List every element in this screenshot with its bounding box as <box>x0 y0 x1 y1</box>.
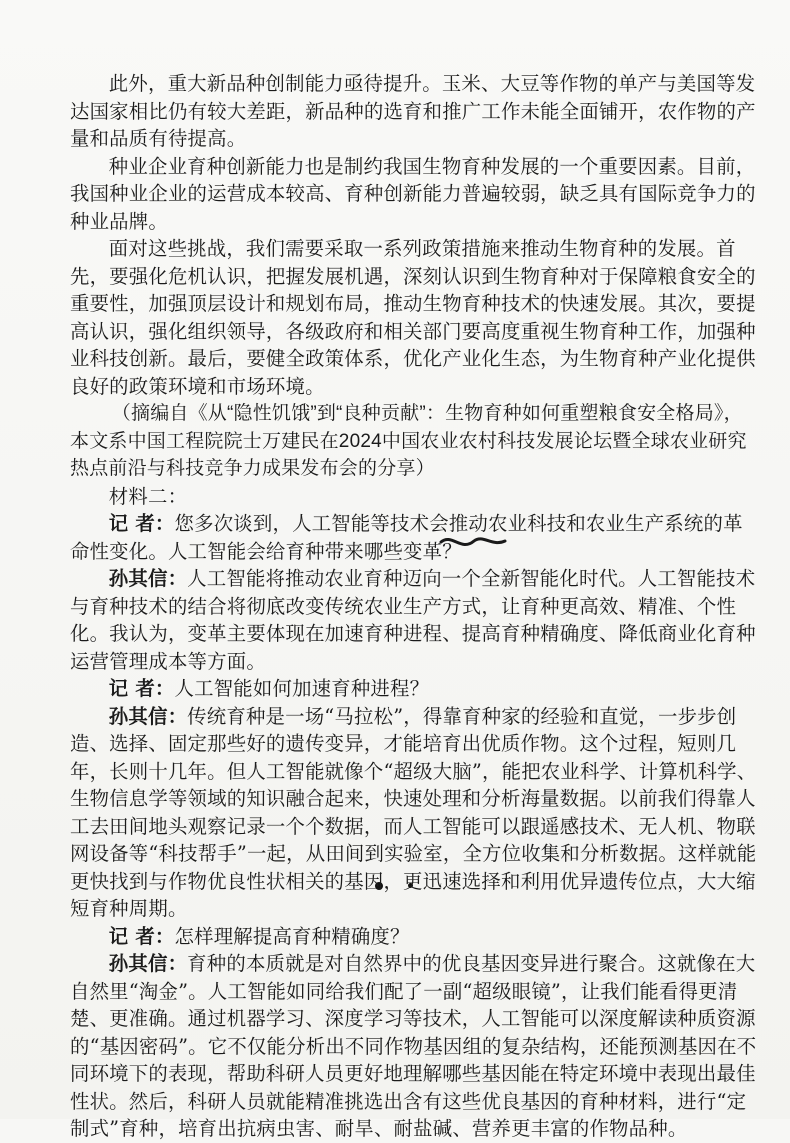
question-text: 您多次谈到，人工智能等技术会推动农业科技和农业生产系统的革命性变化。人工智能会给育种带来哪些变革？ <box>70 512 743 563</box>
answer-text: 人工智能将推动农业育种迈向一个全新智能化时代。人工智能技术与育种技术的结合将彻底改变传统农业生产方式，让育种更高效、精准、个性化。我认为，变革主要体现在加速育种进程、提高育种精确度、降低商业化育种运营管理成本等方面。 <box>70 567 756 673</box>
interview-answer-2 <box>70 703 760 923</box>
interview-answer-1 <box>70 565 760 675</box>
reporter-label: 记 者： <box>108 512 175 535</box>
interview-answer-3 <box>70 950 760 1143</box>
reporter-label: 记 者： <box>108 677 175 700</box>
paragraph-seed-enterprises: 种业企业育种创新能力也是制约我国生物育种发展的一个重要因素。目前，我国种业企业的运营成本较高、育种创新能力普遍较弱，缺乏具有国际竞争力的种业品牌。 <box>70 154 756 233</box>
question-text: 人工智能如何加速育种进程？ <box>174 677 430 700</box>
answer-text: 传统育种是一场“马拉松”，得靠育种家的经验和直觉，一步步创造、选择、固定那些好的遗传变异，才能培育出优质作物。这个过程，短则几年，长则十几年。但人工智能就像个“超级大脑”，能把农业科学、计算机科学、生物信息学等领域的知识融合起来，快速处理和分析海量数据。以前我们得靠人工去田间地头观察记录一个个数据，而人工智能可以跟遥感技术、无人机、物联网设备等“科技帮手”一起，从田间到实验室，全方位收集和分析数据。这样就能更快找到与作物优良性状相关的基因，更迅速选择和利用优异遗传位点，大大缩短育种周期。 <box>70 704 757 920</box>
source-note: （摘编自《从“隐性饥饿”到“良种贡献”：生物育种如何重塑粮食安全格局》，本文系中国工程院院士万建民在2024中国农业农村科技发展论坛暨全球农业研究热点前沿与科技竞争力成果发布会的分享） <box>70 403 747 479</box>
interview-question-3 <box>70 923 760 951</box>
paragraph-new-varieties: 此外，重大新品种创制能力亟待提升。玉米、大豆等作物的单产与美国等发达国家相比仍有较大差距，新品种的选育和推广工作未能全面铺开，农作物的产量和品质有待提高。 <box>70 72 756 150</box>
question-text: 怎样理解提高育种精确度？ <box>174 924 410 948</box>
reporter-label: 记 者： <box>108 924 175 948</box>
interviewee-label: 孙其信： <box>108 567 188 590</box>
interviewee-label: 孙其信： <box>108 952 188 975</box>
answer-text: 育种的本质就是对自然界中的优良基因变异进行聚合。这就像在大自然里“淘金”。人工智能如同给我们配了一副“超级眼镜”，让我们能看得更清楚、更准确。通过机器学习、深度学习等技术，人工智能可以深度解读种质资源的“基因密码”。它不仅能分析出不同作物基因组的复杂结构，还能预测基因在不同环境下的表现，帮助科研人员更好地理解哪些基因能在特定环境中表现出最佳性状。然后，科研人员就能精准挑选出含有这些优良基因的育种材料，进行“定制式”育种，培育出抗病虫害、耐旱、耐盐碱、营养更丰富的作物品种。 <box>70 952 757 1140</box>
interviewee-label: 孙其信： <box>108 704 188 728</box>
interview-question-2 <box>70 675 760 703</box>
paragraph-policy-measures: 面对这些挑战，我们需要采取一系列政策措施来推动生物育种的发展。首先，要强化危机认识，把握发展机遇，深刻认识到生物育种对于保障粮食安全的重要性，加强顶层设计和规划布局，推动生物育种技术的快速发展。其次，要提高认识，强化组织领导，各级政府和相关部门要高度重视生物育种工作，加强种业科技创新。最后，要健全政策体系，优化产业化生态，为生物育种产业化提供良好的政策环境和市场环境。 <box>70 237 756 398</box>
interview-question-1 <box>70 510 760 565</box>
material-heading: 材料二： <box>108 484 188 508</box>
document-content <box>70 70 760 1143</box>
